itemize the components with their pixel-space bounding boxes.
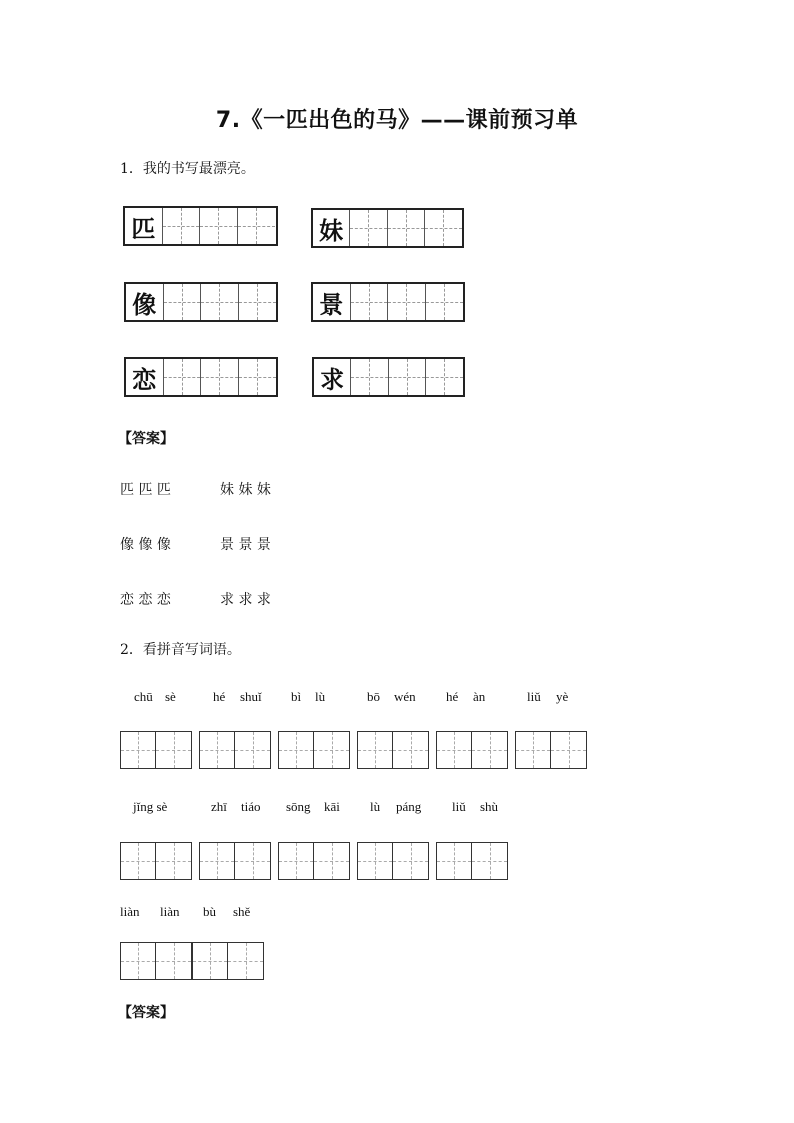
answer-tag-1: 【答案】 — [118, 431, 174, 447]
answer-box[interactable] — [120, 731, 192, 769]
practice-grid-5 — [124, 357, 278, 397]
answer-box[interactable] — [278, 842, 350, 880]
grid-char: 匹 — [131, 214, 156, 243]
answer-box[interactable] — [199, 731, 271, 769]
pinyin: shù — [480, 799, 499, 814]
pinyin: shuǐ — [240, 689, 262, 704]
answer-box[interactable] — [192, 942, 264, 980]
answer-right: 求 求 求 — [220, 592, 271, 608]
practice-grid-6 — [312, 357, 465, 397]
pinyin: sè — [165, 689, 176, 704]
practice-grid-2 — [311, 208, 464, 248]
answer-box[interactable] — [120, 842, 192, 880]
answer-left: 匹 匹 匹 — [120, 482, 171, 498]
pinyin: yè — [556, 689, 569, 704]
answer-left: 像 像 像 — [120, 537, 171, 553]
pinyin: hé — [213, 689, 226, 704]
question-2-text: 2．看拼音写词语。 — [120, 642, 241, 658]
pinyin: tiáo — [241, 799, 261, 814]
practice-grid-3 — [124, 282, 278, 322]
pinyin: bù — [203, 904, 216, 919]
answer-right: 妹 妹 妹 — [220, 482, 271, 498]
pinyin: hé — [446, 689, 459, 704]
answer-line-2 — [120, 534, 271, 554]
pinyin: liǔ — [452, 799, 466, 814]
answer-left: 恋 恋 恋 — [120, 592, 171, 608]
answer-line-1 — [120, 479, 271, 499]
answer-box[interactable] — [120, 942, 192, 980]
grid-char: 景 — [319, 290, 344, 319]
practice-grid-4 — [311, 282, 465, 322]
pinyin: shě — [233, 904, 251, 919]
answer-tag-2: 【答案】 — [118, 1005, 174, 1021]
pinyin: bì — [291, 689, 302, 704]
pinyin: sōng — [286, 799, 311, 814]
pinyin: àn — [473, 689, 486, 704]
answer-box[interactable] — [436, 842, 508, 880]
pinyin: bō — [367, 689, 380, 704]
answer-right: 景 景 景 — [220, 537, 271, 553]
grid-char: 像 — [132, 290, 157, 319]
answer-line-3 — [120, 589, 271, 609]
pinyin: lù — [370, 799, 381, 814]
pinyin: lù — [315, 689, 326, 704]
pinyin: liǔ — [527, 689, 541, 704]
pinyin: wén — [394, 689, 416, 704]
pinyin: chū — [134, 689, 153, 704]
answer-box[interactable] — [515, 731, 587, 769]
pinyin: jǐng sè — [133, 799, 168, 814]
pinyin: zhī — [211, 799, 227, 814]
pinyin: kāi — [324, 799, 340, 814]
answer-box[interactable] — [436, 731, 508, 769]
answer-box[interactable] — [278, 731, 350, 769]
answer-box[interactable] — [357, 731, 429, 769]
pinyin: páng — [396, 799, 422, 814]
pinyin: liàn — [160, 904, 180, 919]
answer-box[interactable] — [199, 842, 271, 880]
practice-grid-1 — [123, 206, 278, 246]
question-1-text: 1．我的书写最漂亮。 — [120, 161, 255, 177]
answer-box[interactable] — [357, 842, 429, 880]
pinyin: liàn — [120, 904, 140, 919]
page-title: 7.《一匹出色的马》——课前预习单 — [215, 108, 579, 133]
grid-char: 妹 — [319, 216, 344, 245]
grid-char: 求 — [320, 365, 345, 394]
grid-char: 恋 — [132, 365, 157, 394]
